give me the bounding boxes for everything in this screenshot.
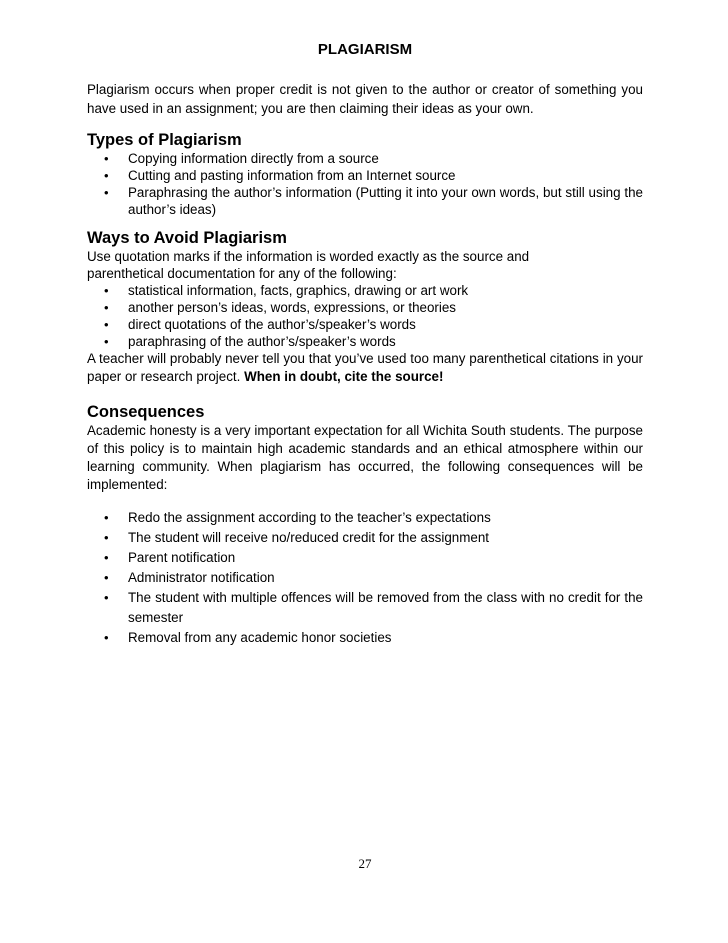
list-item xyxy=(104,184,643,218)
avoid-intro: Use quotation marks if the information is worded exactly as the source and parenthetical documentation for any of the following: xyxy=(87,249,530,281)
list-item xyxy=(104,333,643,350)
avoid-list xyxy=(104,282,643,350)
consequences-section xyxy=(87,402,643,648)
list-item xyxy=(104,568,643,588)
bullet-icon: • xyxy=(104,630,109,645)
list-item-text: The student will receive no/reduced credit for the assignment xyxy=(128,530,489,545)
bullet-icon: • xyxy=(104,510,109,525)
list-item-text: statistical information, facts, graphics, drawing or art work xyxy=(128,283,469,298)
list-item xyxy=(104,628,643,648)
types-section xyxy=(87,130,643,218)
list-item xyxy=(104,588,643,628)
list-item xyxy=(104,167,643,184)
list-item xyxy=(104,282,643,299)
list-item-text: Redo the assignment according to the teacher’s expectations xyxy=(128,510,491,525)
bullet-icon: • xyxy=(104,550,109,565)
list-item-text: Parent notification xyxy=(128,550,236,565)
list-item xyxy=(104,548,643,568)
page-number: 27 xyxy=(358,856,372,871)
list-item xyxy=(104,528,643,548)
list-item xyxy=(104,316,643,333)
types-heading: Types of Plagiarism xyxy=(87,131,242,149)
bullet-icon: • xyxy=(104,317,109,332)
list-item-text: Cutting and pasting information from an Internet source xyxy=(128,168,456,183)
avoid-heading: Ways to Avoid Plagiarism xyxy=(87,229,287,247)
list-item xyxy=(104,508,643,528)
list-item-text: another person’s ideas, words, expressions, or theories xyxy=(128,300,456,315)
avoid-closing xyxy=(87,350,643,386)
avoid-closing-text: A teacher will probably never tell you that you’ve used too many parenthetical citations in your paper or research project. xyxy=(87,351,643,384)
bullet-icon: • xyxy=(104,530,109,545)
list-item-text: direct quotations of the author’s/speaker’s words xyxy=(128,317,416,332)
list-item xyxy=(104,150,643,167)
consequences-heading: Consequences xyxy=(87,403,205,421)
list-item-text: Removal from any academic honor societies xyxy=(128,630,392,645)
intro-section xyxy=(87,80,643,118)
consequences-intro: Academic honesty is a very important expectation for all Wichita South students. The purpose of this policy is to maintain high academic standards and an ethical atmosphere within our learning community. When plagiarism has occurred, the following consequences will be implemented: xyxy=(87,423,643,492)
bullet-icon: • xyxy=(104,185,109,200)
list-item-text: Administrator notification xyxy=(128,570,275,585)
list-item-text: The student with multiple offences will be removed from the class with no credit for the semester xyxy=(128,590,643,625)
bullet-icon: • xyxy=(104,283,109,298)
bullet-icon: • xyxy=(104,570,109,585)
list-item-text: Copying information directly from a source xyxy=(128,151,379,166)
list-item-text: Paraphrasing the author’s information (Putting it into your own words, but still using the author’s ideas) xyxy=(128,185,643,217)
bullet-icon: • xyxy=(104,168,109,183)
list-item xyxy=(104,299,643,316)
bullet-icon: • xyxy=(104,334,109,349)
avoid-section xyxy=(87,228,643,386)
intro-paragraph: Plagiarism occurs when proper credit is not given to the author or creator of something you have used in an assignment; you are then claiming their ideas as your own. xyxy=(87,82,643,116)
page-title: PLAGIARISM xyxy=(317,41,413,58)
consequences-list xyxy=(104,508,643,648)
bullet-icon: • xyxy=(104,300,109,315)
avoid-closing-emphasis: When in doubt, cite the source! xyxy=(244,369,444,384)
bullet-icon: • xyxy=(104,590,109,605)
types-list xyxy=(104,150,643,218)
bullet-icon: • xyxy=(104,151,109,166)
list-item-text: paraphrasing of the author’s/speaker’s words xyxy=(128,334,396,349)
